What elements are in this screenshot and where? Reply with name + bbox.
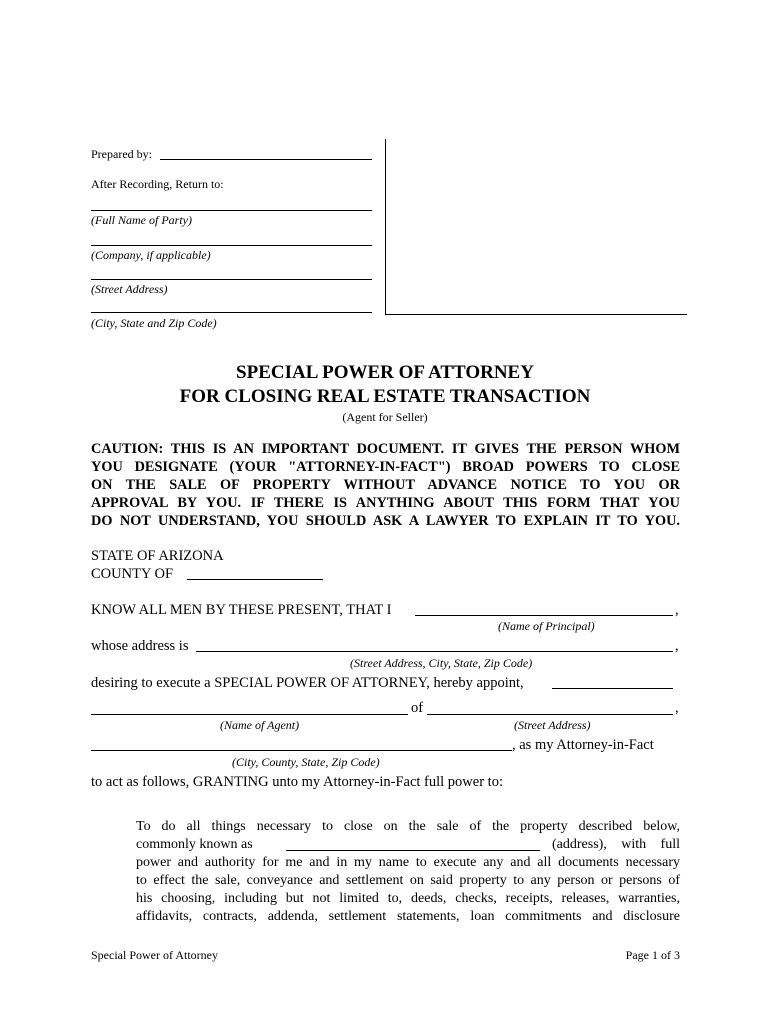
full-name-line	[91, 210, 372, 211]
principal-comma: ,	[675, 602, 679, 618]
paragraph-line-1: To do all things necessary to close on the sale of the property described below,	[136, 819, 680, 834]
recording-box-bottom	[385, 314, 687, 315]
title-subtitle: (Agent for Seller)	[342, 410, 428, 424]
address-comma: ,	[675, 638, 679, 654]
agent-comma: ,	[675, 700, 679, 716]
prepared-by-line	[160, 159, 372, 160]
full-name-caption: (Full Name of Party)	[91, 213, 192, 227]
street-caption: (Street Address)	[91, 282, 168, 296]
caution-line-4: APPROVAL BY YOU. IF THERE IS ANYTHING ABOUT THIS FORM THAT YOU	[91, 495, 680, 511]
paragraph-line-5: his choosing, including but not limited to, deeds, checks, receipts, releases, warranties,	[136, 891, 680, 906]
commonly-known-line	[286, 850, 540, 851]
of-label: of	[411, 700, 424, 716]
caution-line-2: YOU DESIGNATE (YOUR "ATTORNEY-IN-FACT") BROAD POWERS TO CLOSE	[91, 459, 680, 475]
paragraph-line-6: affidavits, contracts, addenda, settlement statements, loan commitments and disclosure	[136, 909, 680, 924]
desiring-label: desiring to execute a SPECIAL POWER OF ATTORNEY, hereby appoint,	[91, 675, 524, 691]
paragraph-line-2b: (address), with full	[552, 837, 680, 852]
recording-box-vertical	[385, 139, 386, 315]
agent-name-line	[91, 714, 408, 715]
know-all-label: KNOW ALL MEN BY THESE PRESENT, THAT I	[91, 602, 392, 618]
caution-line-5: DO NOT UNDERSTAND, YOU SHOULD ASK A LAWYER TO EXPLAIN IT TO YOU.	[91, 513, 680, 529]
caution-line-3: ON THE SALE OF PROPERTY WITHOUT ADVANCE NOTICE TO YOU OR	[91, 477, 680, 493]
company-line	[91, 245, 372, 246]
whose-address-label: whose address is	[91, 638, 189, 654]
to-act-label: to act as follows, GRANTING unto my Attorney-in-Fact full power to:	[91, 774, 503, 790]
page-number: Page 1 of 3	[625, 948, 680, 962]
city-state-zip-caption: (City, State and Zip Code)	[91, 316, 217, 330]
paragraph-line-4: to effect the sale, conveyance and settlement on said property to any person or persons of	[136, 873, 680, 888]
street-line	[91, 279, 372, 280]
principal-caption: (Name of Principal)	[498, 619, 595, 633]
principal-name-line	[415, 615, 673, 616]
agent-city-caption: (City, County, State, Zip Code)	[232, 755, 380, 769]
after-recording-label: After Recording, Return to:	[91, 177, 224, 191]
title-line-2: FOR CLOSING REAL ESTATE TRANSACTION	[179, 386, 591, 407]
title-line-1: SPECIAL POWER OF ATTORNEY	[236, 362, 534, 383]
as-my-attorney-label: , as my Attorney-in-Fact	[512, 737, 654, 753]
paragraph-line-2a: commonly known as	[136, 837, 253, 852]
county-line	[187, 579, 323, 580]
county-label: COUNTY OF	[91, 566, 174, 582]
footer-title: Special Power of Attorney	[91, 948, 218, 962]
agent-name-caption: (Name of Agent)	[220, 718, 300, 732]
paragraph-line-3: power and authority for me and in my name to execute any and all documents necessary	[136, 855, 680, 870]
caution-line-1: CAUTION: THIS IS AN IMPORTANT DOCUMENT. IT GIVES THE PERSON WHOM	[91, 441, 680, 457]
agent-street-line	[427, 714, 673, 715]
principal-address-caption: (Street Address, City, State, Zip Code)	[350, 656, 533, 670]
state-label: STATE OF ARIZONA	[91, 548, 224, 564]
city-state-zip-line	[91, 312, 372, 313]
principal-address-line	[196, 651, 673, 652]
company-caption: (Company, if applicable)	[91, 248, 211, 262]
agent-street-caption: (Street Address)	[514, 718, 591, 732]
prepared-by-label: Prepared by:	[91, 147, 152, 161]
agent-city-line	[91, 750, 512, 751]
appoint-line	[552, 688, 673, 689]
